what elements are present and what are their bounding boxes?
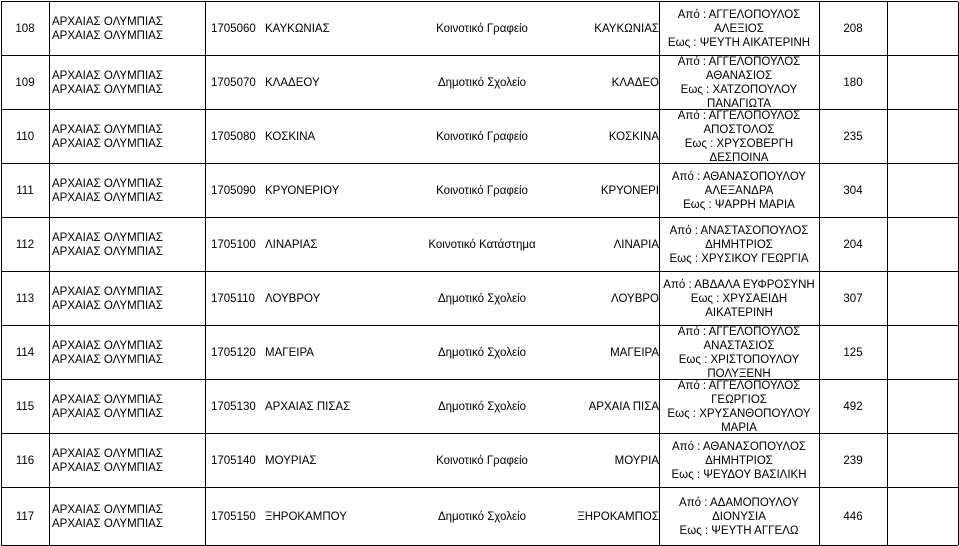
voter-range-lines xyxy=(659,109,819,165)
voter-count: 208 xyxy=(843,23,863,35)
community-name: ΜΑΓΕΙΡΑ xyxy=(265,347,314,359)
municipal-unit-name: ΑΡΧΑΙΑΣ ΟΛΥΜΠΙΑΣ xyxy=(52,408,163,420)
voter-range-line: ΓΕΩΡΓΙΟΣ xyxy=(711,394,767,406)
municipal-unit-name: ΑΡΧΑΙΑΣ ΟΛΥΜΠΙΑΣ xyxy=(52,517,163,530)
municipality-name: ΑΡΧΑΙΑΣ ΟΛΥΜΠΙΑΣ xyxy=(52,503,163,516)
municipality-lines xyxy=(52,15,163,43)
voter-range-line: Εως : ΧΡΙΣΤΟΠΟΥΛΟΥ xyxy=(678,354,800,366)
column-divider xyxy=(887,434,888,488)
table-row xyxy=(1,271,958,326)
voter-range xyxy=(659,164,819,218)
voter-range-line: Από : ΑΓΓΕΛΟΠΟΥΛΟΣ xyxy=(677,326,801,338)
station-code: 1705090 xyxy=(211,185,256,197)
voter-count: 180 xyxy=(843,77,863,89)
voter-range-line: Από : ΑΓΓΕΛΟΠΟΥΛΟΣ xyxy=(677,9,801,21)
voter-range-line: Εως : ΧΡΥΣΑΝΘΟΠΟΥΛΟΥ xyxy=(667,408,811,420)
station-code: 1705130 xyxy=(211,401,256,413)
column-divider xyxy=(887,488,888,545)
table-row xyxy=(1,217,958,272)
row-number: 115 xyxy=(15,401,35,413)
municipal-unit-name: ΑΡΧΑΙΑΣ ΟΛΥΜΠΙΑΣ xyxy=(52,30,163,42)
station-code: 1705080 xyxy=(211,131,256,143)
voter-range-line: Από : ΑΘΑΝΑΣΟΠΟΥΛΟΣ xyxy=(671,441,806,453)
community-name: ΜΟΥΡΙΑΣ xyxy=(265,455,317,467)
station-location: ΞΗΡΟΚΑΜΠΟΣ xyxy=(577,510,659,523)
voter-range-line: Από : ΑΘΑΝΑΣΟΠΟΥΛΟΥ xyxy=(671,171,807,183)
table-row xyxy=(1,55,958,110)
voter-range-line: ΔΙΟΝΥΣΙΑ xyxy=(712,510,766,523)
table-row xyxy=(1,433,958,488)
voter-range xyxy=(659,326,819,380)
municipal-unit-name: ΑΡΧΑΙΑΣ ΟΛΥΜΠΙΑΣ xyxy=(52,84,163,96)
municipality-cell xyxy=(49,434,205,488)
voter-range xyxy=(659,380,819,434)
voter-range-line: Εως : ΧΡΥΣΙΚΟΥ ΓΕΩΡΓΙΑ xyxy=(669,253,809,265)
municipality-name: ΑΡΧΑΙΑΣ ΟΛΥΜΠΙΑΣ xyxy=(52,124,163,136)
voter-range-line: ΑΠΟΣΤΟΛΟΣ xyxy=(703,124,775,136)
station-building: Κοινοτικό Γραφείο xyxy=(436,185,528,197)
station-location: ΛΙΝΑΡΙΑ xyxy=(613,239,659,251)
voter-range-line: Από : ΑΔΑΜΟΠΟΥΛΟΥ xyxy=(679,496,799,509)
voter-range-lines xyxy=(678,325,801,381)
municipality-cell xyxy=(49,380,205,434)
row-number: 113 xyxy=(15,293,35,305)
municipality-lines xyxy=(52,177,163,205)
municipal-unit-name: ΑΡΧΑΙΑΣ ΟΛΥΜΠΙΑΣ xyxy=(52,300,163,312)
column-divider xyxy=(205,380,206,434)
station-location: ΜΑΓΕΙΡΑ xyxy=(610,347,659,359)
municipal-unit-name: ΑΡΧΑΙΑΣ ΟΛΥΜΠΙΑΣ xyxy=(52,192,163,204)
column-divider xyxy=(887,218,888,272)
voter-range-line: Από : ΑΓΓΕΛΟΠΟΥΛΟΣ xyxy=(677,56,801,68)
column-divider xyxy=(205,488,206,545)
station-code: 1705060 xyxy=(211,23,256,35)
row-number: 109 xyxy=(15,77,35,89)
column-divider xyxy=(887,272,888,326)
voter-count: 235 xyxy=(843,131,863,143)
station-location: ΜΟΥΡΙΑ xyxy=(614,455,659,467)
municipality-lines xyxy=(52,447,163,475)
voter-range xyxy=(659,2,819,56)
voter-count: 239 xyxy=(843,455,863,467)
station-code: 1705140 xyxy=(211,455,256,467)
station-building: Κοινοτικό Γραφείο xyxy=(436,23,528,35)
row-number: 108 xyxy=(15,23,35,35)
row-number: 111 xyxy=(16,185,34,197)
voter-count: 492 xyxy=(843,401,863,413)
column-divider xyxy=(887,326,888,380)
column-divider xyxy=(205,218,206,272)
community-name: ΚΛΑΔΕΟΥ xyxy=(265,77,320,89)
municipality-cell xyxy=(49,164,205,218)
voter-range-line: Από : ΑΝΑΣΤΑΣΟΠΟΥΛΟΣ xyxy=(669,225,809,237)
voter-range-line: Εως : ΧΡΥΣΟΒΕΡΓΗ ΔΕΣΠΟΙΝΑ xyxy=(684,138,794,164)
municipality-cell xyxy=(49,488,205,545)
voter-range xyxy=(659,56,819,110)
row-number: 110 xyxy=(15,131,35,143)
table-row xyxy=(1,487,958,546)
column-divider xyxy=(205,56,206,110)
municipality-lines xyxy=(52,123,163,151)
municipality-name: ΑΡΧΑΙΑΣ ΟΛΥΜΠΙΑΣ xyxy=(52,286,163,298)
column-divider xyxy=(205,326,206,380)
table-row xyxy=(1,163,958,218)
polling-stations-table xyxy=(1,1,958,545)
community-name: ΚΡΥΟΝΕΡΙΟΥ xyxy=(265,185,340,197)
voter-range-line: Εως : ΨΕΥΤΗ ΑΙΚΑΤΕΡΙΝΗ xyxy=(667,37,811,49)
municipality-lines xyxy=(52,339,163,367)
voter-range-lines xyxy=(671,440,806,482)
station-code: 1705150 xyxy=(211,510,256,523)
community-name: ΛΙΝΑΡΙΑΣ xyxy=(265,239,318,251)
municipality-name: ΑΡΧΑΙΑΣ ΟΛΥΜΠΙΑΣ xyxy=(52,232,163,244)
column-divider xyxy=(205,110,206,164)
column-divider xyxy=(887,380,888,434)
station-building: Κοινοτικό Γραφείο xyxy=(436,131,528,143)
column-divider xyxy=(205,272,206,326)
voter-range-line: ΔΗΜΗΤΡΙΟΣ xyxy=(705,239,773,251)
voter-range-line: Εως : ΧΡΥΣΑΕΙΔΗ ΑΙΚΑΤΕΡΙΝΗ xyxy=(690,293,788,319)
community-name: ΚΑΥΚΩΝΙΑΣ xyxy=(265,23,330,35)
station-building: Δημοτικό Σχολείο xyxy=(437,293,527,305)
column-divider xyxy=(205,2,206,56)
row-number: 116 xyxy=(15,455,35,467)
station-building: Κοινοτικό Γραφείο xyxy=(436,455,528,467)
station-code: 1705100 xyxy=(211,239,256,251)
municipality-name: ΑΡΧΑΙΑΣ ΟΛΥΜΠΙΑΣ xyxy=(52,394,163,406)
voter-range-line: Εως : ΨΑΡΡΗ ΜΑΡΙΑ xyxy=(683,199,795,211)
voter-range-line: ΠΟΛΥΞΕΝΗ xyxy=(707,368,771,380)
voter-range-line: Από : ΑΓΓΕΛΟΠΟΥΛΟΣ xyxy=(677,110,801,122)
voter-range-lines xyxy=(667,379,810,435)
municipality-cell xyxy=(49,110,205,164)
voter-range-line: ΑΛΕΞΙΟΣ xyxy=(714,23,764,35)
station-building: Κοινοτικό Κατάστημα xyxy=(428,239,536,251)
station-building: Δημοτικό Σχολείο xyxy=(437,510,527,523)
voter-range-lines xyxy=(659,278,819,320)
voter-count: 307 xyxy=(843,293,863,305)
municipality-lines xyxy=(52,285,163,313)
voter-range-line: Εως : ΨΕΥΤΗ ΑΓΓΕΛΩ xyxy=(679,524,799,537)
municipal-unit-name: ΑΡΧΑΙΑΣ ΟΛΥΜΠΙΑΣ xyxy=(52,354,163,366)
municipality-cell xyxy=(49,2,205,56)
community-name: ΛΟΥΒΡΟΥ xyxy=(265,293,321,305)
voter-range-line: ΑΛΕΞΑΝΔΡΑ xyxy=(704,185,774,197)
column-divider xyxy=(887,56,888,110)
voter-range-lines xyxy=(668,8,810,50)
column-divider xyxy=(887,110,888,164)
station-location: ΑΡΧΑΙΑ ΠΙΣΑ xyxy=(588,401,659,413)
voter-range-line: ΔΗΜΗΤΡΙΟΣ xyxy=(705,455,773,467)
voter-count: 125 xyxy=(843,347,863,359)
voter-range-lines xyxy=(672,170,806,212)
table-row xyxy=(1,325,958,380)
municipal-unit-name: ΑΡΧΑΙΑΣ ΟΛΥΜΠΙΑΣ xyxy=(52,462,163,474)
voter-range-line: Εως : ΧΑΤΖΟΠΟΥΛΟΥ xyxy=(680,84,798,96)
voter-count: 304 xyxy=(843,185,863,197)
voter-range-lines xyxy=(679,496,799,538)
voter-range xyxy=(659,218,819,272)
row-number: 117 xyxy=(15,510,35,523)
voter-range-line: ΜΑΡΙΑ xyxy=(721,422,757,434)
voter-count: 446 xyxy=(843,510,863,523)
station-code: 1705110 xyxy=(211,293,255,305)
table-row xyxy=(1,109,958,164)
community-name: ΚΟΣΚΙΝΑ xyxy=(265,131,316,143)
voter-range xyxy=(659,434,819,488)
municipal-unit-name: ΑΡΧΑΙΑΣ ΟΛΥΜΠΙΑΣ xyxy=(52,138,163,150)
municipality-cell xyxy=(49,326,205,380)
municipality-lines xyxy=(52,69,163,97)
voter-range-line: Από : ΑΒΔΑΛΑ ΕΥΦΡΟΣΥΝΗ xyxy=(663,279,815,291)
municipality-lines xyxy=(52,393,163,421)
column-divider xyxy=(205,434,206,488)
community-name: ΑΡΧΑΙΑΣ ΠΙΣΑΣ xyxy=(265,401,351,413)
station-building: Δημοτικό Σχολείο xyxy=(437,347,527,359)
municipality-name: ΑΡΧΑΙΑΣ ΟΛΥΜΠΙΑΣ xyxy=(52,340,163,352)
station-building: Δημοτικό Σχολείο xyxy=(437,401,527,413)
row-number: 114 xyxy=(15,347,35,359)
municipality-name: ΑΡΧΑΙΑΣ ΟΛΥΜΠΙΑΣ xyxy=(52,448,163,460)
municipality-name: ΑΡΧΑΙΑΣ ΟΛΥΜΠΙΑΣ xyxy=(52,178,163,190)
table-row xyxy=(1,1,958,56)
voter-range xyxy=(659,272,819,326)
voter-range-line: Εως : ΨΕΥΔΟΥ ΒΑΣΙΛΙΚΗ xyxy=(671,469,807,481)
voter-range-lines xyxy=(678,55,801,111)
municipality-name: ΑΡΧΑΙΑΣ ΟΛΥΜΠΙΑΣ xyxy=(52,16,163,28)
municipality-cell xyxy=(49,272,205,326)
row-number: 112 xyxy=(15,239,35,251)
voter-range-line: ΑΘΑΝΑΣΙΟΣ xyxy=(705,70,773,82)
municipality-lines xyxy=(52,503,163,531)
station-building: Δημοτικό Σχολείο xyxy=(437,77,527,89)
municipality-cell xyxy=(49,218,205,272)
voter-range-line: ΠΑΝΑΓΙΩΤΑ xyxy=(707,98,771,110)
voter-range-line: ΑΝΑΣΤΑΣΙΟΣ xyxy=(703,340,775,352)
community-name: ΞΗΡΟΚΑΜΠΟΥ xyxy=(265,510,347,523)
station-code: 1705070 xyxy=(211,77,256,89)
station-location: ΚΡΥΟΝΕΡΙ xyxy=(600,185,659,197)
voter-range xyxy=(659,110,819,164)
station-location: ΚΛΑΔΕΟ xyxy=(611,77,659,89)
column-divider xyxy=(887,164,888,218)
municipal-unit-name: ΑΡΧΑΙΑΣ ΟΛΥΜΠΙΑΣ xyxy=(52,246,163,258)
voter-range xyxy=(659,488,819,545)
station-location: ΛΟΥΒΡΟ xyxy=(611,293,659,305)
column-divider xyxy=(887,2,888,56)
station-code: 1705120 xyxy=(211,347,256,359)
station-location: ΚΟΣΚΙΝΑ xyxy=(608,131,659,143)
station-location: ΚΑΥΚΩΝΙΑΣ xyxy=(594,23,659,35)
voter-range-lines xyxy=(669,224,808,266)
voter-range-line: Από : ΑΓΓΕΛΟΠΟΥΛΟΣ xyxy=(677,380,801,392)
municipality-name: ΑΡΧΑΙΑΣ ΟΛΥΜΠΙΑΣ xyxy=(52,70,163,82)
municipality-lines xyxy=(52,231,163,259)
voter-count: 204 xyxy=(843,239,863,251)
column-divider xyxy=(205,164,206,218)
table-row xyxy=(1,379,958,434)
municipality-cell xyxy=(49,56,205,110)
